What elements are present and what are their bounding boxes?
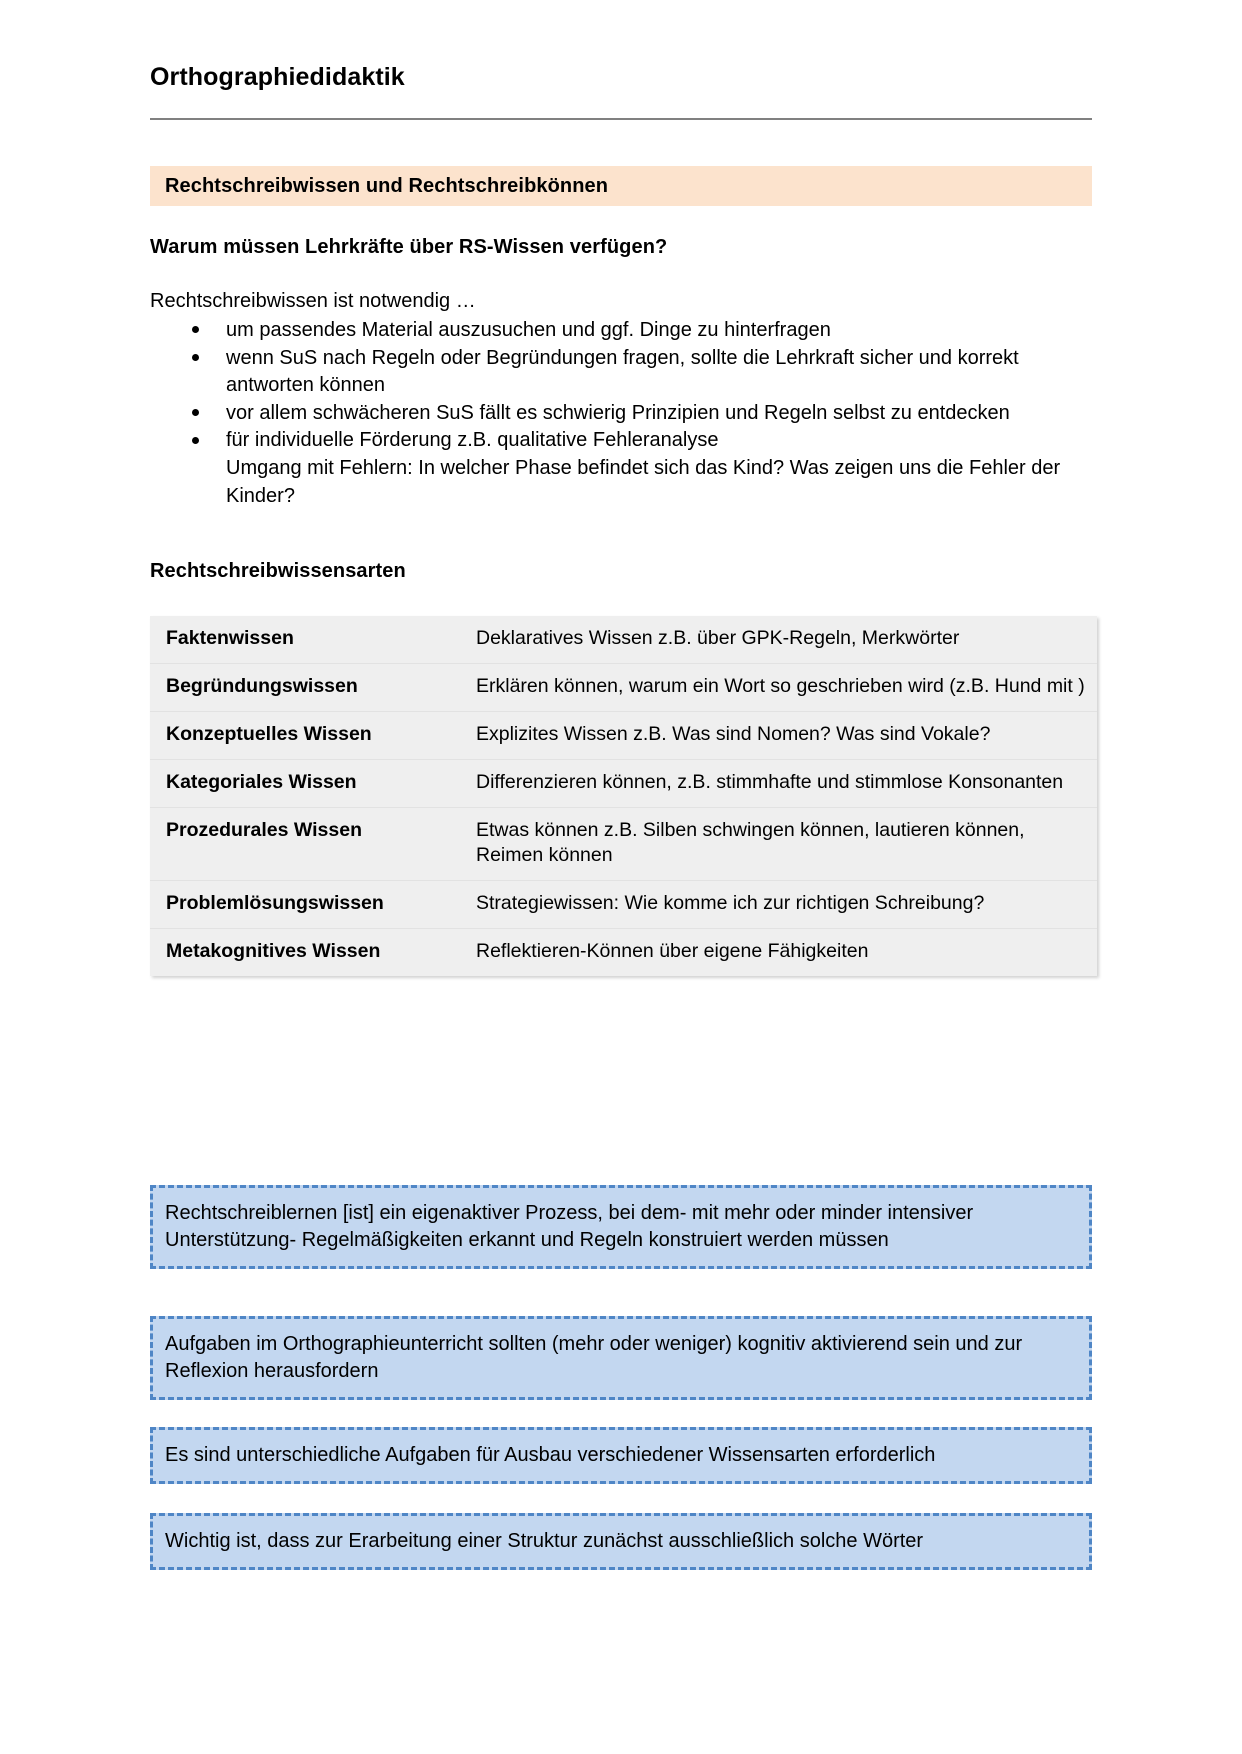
question-heading: Warum müssen Lehrkräfte über RS-Wissen verfügen? bbox=[150, 236, 668, 258]
table-cell-description: Differenzieren können, z.B. stimmhafte und stimmlose Konsonanten bbox=[472, 759, 1097, 807]
list-item-text: für individuelle Förderung z.B. qualitative Fehleranalyse bbox=[226, 429, 719, 452]
callout-box: Aufgaben im Orthographieunterricht sollten (mehr oder weniger) kognitiv aktivierend sein und zur Reflexion herausfordern bbox=[150, 1316, 1092, 1400]
list-item bbox=[150, 400, 1092, 428]
section-banner bbox=[150, 166, 1092, 206]
table-row bbox=[150, 663, 1097, 711]
knowledge-types-table bbox=[150, 616, 1097, 976]
table-row bbox=[150, 807, 1097, 880]
list-item bbox=[150, 345, 1092, 400]
table-cell-type: Begründungswissen bbox=[150, 663, 472, 711]
table-cell-type: Kategoriales Wissen bbox=[150, 759, 472, 807]
list-item-text: um passendes Material auszusuchen und ggf. Dinge zu hinterfragen bbox=[226, 319, 831, 341]
table-cell-type: Metakognitives Wissen bbox=[150, 928, 472, 975]
list-item-subtext: Umgang mit Fehlern: In welcher Phase befindet sich das Kind? Was zeigen uns die Fehler der Kinder? bbox=[226, 456, 1061, 507]
table-cell-description: Erklären können, warum ein Wort so geschrieben wird (z.B. Hund mit ) bbox=[472, 663, 1097, 711]
table-cell-description: Deklaratives Wissen z.B. über GPK-Regeln, Merkwörter bbox=[476, 627, 960, 649]
list-item-text: vor allem schwächeren SuS fällt es schwierig Prinzipien und Regeln selbst zu entdecken bbox=[226, 401, 1010, 424]
list-item bbox=[150, 317, 1092, 345]
header-divider bbox=[150, 118, 1092, 120]
table-cell-type: Prozedurales Wissen bbox=[150, 807, 472, 880]
table-row bbox=[150, 759, 1097, 807]
reasons-bullet-list bbox=[150, 317, 1092, 510]
bullet-dot-icon bbox=[192, 326, 199, 333]
table-cell-description: Reflektieren-Können über eigene Fähigkeiten bbox=[472, 928, 1097, 975]
table-cell-type: Problemlösungswissen bbox=[150, 880, 472, 928]
bullet-dot-icon bbox=[192, 354, 199, 361]
table-row bbox=[150, 928, 1097, 975]
bullet-dot-icon bbox=[192, 409, 199, 416]
section-banner-label: Rechtschreibwissen und Rechtschreibkönnen bbox=[165, 174, 609, 197]
list-item-text: wenn SuS nach Regeln oder Begründungen fragen, sollte die Lehrkraft sicher und korrekt antworten können bbox=[226, 346, 1019, 397]
table-cell-description: Explizites Wissen z.B. Was sind Nomen? Was sind Vokale? bbox=[472, 711, 1097, 759]
page-title: Orthographiedidaktik bbox=[150, 63, 405, 91]
document-header bbox=[150, 62, 1092, 92]
bullet-dot-icon bbox=[192, 437, 199, 444]
table-cell-description: Etwas können z.B. Silben schwingen können, lautieren können, Reimen können bbox=[472, 807, 1097, 880]
callout-box: Es sind unterschiedliche Aufgaben für Ausbau verschiedener Wissensarten erforderlich bbox=[150, 1427, 1092, 1484]
table-row bbox=[150, 880, 1097, 928]
table-row bbox=[150, 616, 1097, 663]
table-cell-type: Faktenwissen bbox=[166, 627, 294, 649]
list-item bbox=[150, 427, 1092, 510]
table-cell-description: Strategiewissen: Wie komme ich zur richtigen Schreibung? bbox=[472, 880, 1097, 928]
intro-line: Rechtschreibwissen ist notwendig … bbox=[150, 290, 476, 312]
callout-box: Rechtschreiblernen [ist] ein eigenaktiver Prozess, bei dem- mit mehr oder minder intensiver Unterstützung- Regelmäßigkeiten erkannt und Regeln konstruiert werden müssen bbox=[150, 1185, 1092, 1269]
callout-box: Wichtig ist, dass zur Erarbeitung einer Struktur zunächst ausschließlich solche Wörter bbox=[150, 1513, 1092, 1570]
table-heading: Rechtschreibwissensarten bbox=[150, 560, 406, 582]
table-cell-type: Konzeptuelles Wissen bbox=[150, 711, 472, 759]
table-row bbox=[150, 711, 1097, 759]
